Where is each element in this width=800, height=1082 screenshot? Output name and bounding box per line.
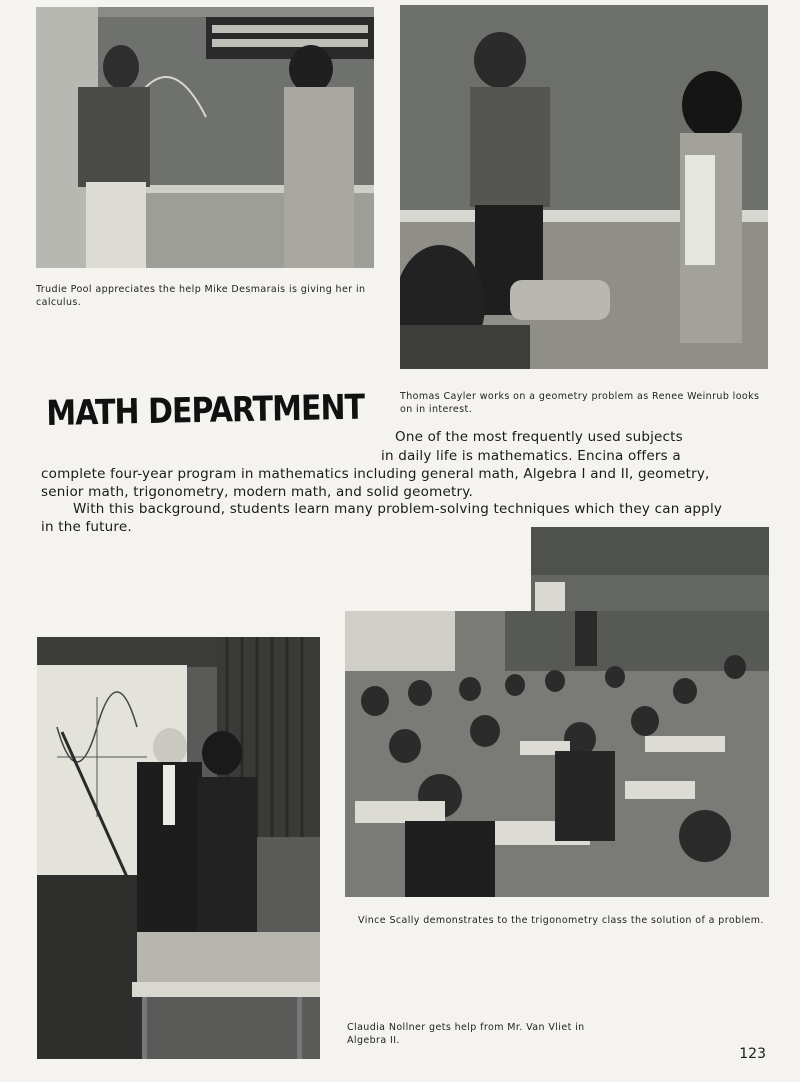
photo-trigonometry-image <box>345 611 769 897</box>
intro-line-5: With this background, students learn many problem-solving techniques which they can apply <box>73 501 723 517</box>
photo-calculus <box>36 7 374 268</box>
photo-algebra <box>37 637 320 1059</box>
photo-geometry-image <box>400 5 768 369</box>
caption-calculus: Trudie Pool appreciates the help Mike Desmarais is giving her in calculus. <box>36 284 366 308</box>
page-number: 123 <box>739 1046 766 1062</box>
photo-algebra-image <box>37 637 320 1059</box>
photo-trigonometry <box>345 611 769 897</box>
caption-algebra: Claudia Nollner gets help from Mr. Van Vliet in Algebra II. <box>347 1022 585 1046</box>
intro-line-1: One of the most frequently used subjects <box>395 429 683 445</box>
intro-line-6: in the future. <box>41 519 132 535</box>
photo-trigonometry-top-image <box>531 527 769 613</box>
caption-geometry: Thomas Cayler works on a geometry problem as Renee Weinrub looks on in interest. <box>400 391 760 415</box>
caption-trigonometry: Vince Scally demonstrates to the trigonometry class the solution of a problem. <box>358 915 764 926</box>
photo-trigonometry-top <box>531 527 769 613</box>
photo-geometry <box>400 5 768 369</box>
photo-calculus-image <box>36 7 374 268</box>
page-title: MATH DEPARTMENT <box>46 387 365 435</box>
intro-line-4: senior math, trigonometry, modern math, and solid geometry. <box>41 484 473 500</box>
intro-line-3: complete four-year program in mathematics including general math, Algebra I and II, geometry, <box>41 466 710 482</box>
intro-line-2: in daily life is mathematics. Encina offers a <box>381 448 681 464</box>
